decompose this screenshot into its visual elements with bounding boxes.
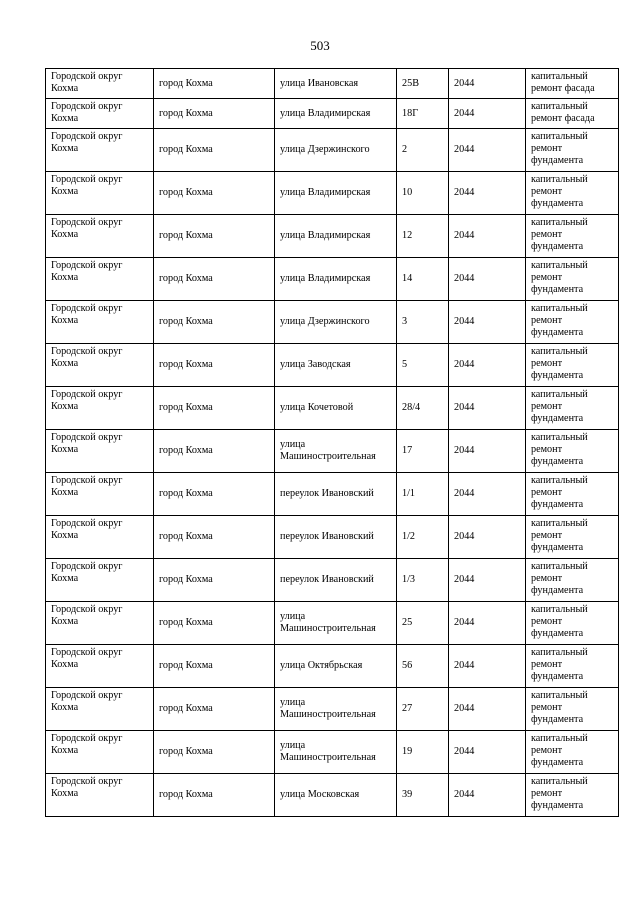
house-cell: 17 [397, 430, 449, 473]
page-number: 503 [310, 38, 330, 53]
house-cell: 10 [397, 172, 449, 215]
work-type-cell: капитальный ремонт фасада [526, 99, 619, 129]
table-row [46, 344, 619, 387]
street-cell: переулок Ивановский [275, 473, 397, 516]
city-cell: город Кохма [154, 774, 275, 817]
work-type-cell: капитальный ремонт фундамента [526, 774, 619, 817]
table-row [46, 69, 619, 99]
city-cell: город Кохма [154, 430, 275, 473]
house-cell: 1/1 [397, 473, 449, 516]
house-cell: 3 [397, 301, 449, 344]
city-cell: город Кохма [154, 602, 275, 645]
house-cell: 14 [397, 258, 449, 301]
work-type-cell: капитальный ремонт фундамента [526, 387, 619, 430]
work-type-cell: капитальный ремонт фундамента [526, 688, 619, 731]
house-cell: 18Г [397, 99, 449, 129]
table-row [46, 387, 619, 430]
street-cell: улица Машиностроительная [275, 688, 397, 731]
city-cell: город Кохма [154, 387, 275, 430]
work-type-cell: капитальный ремонт фундамента [526, 258, 619, 301]
district-cell: Городской округ Кохма [46, 473, 154, 516]
house-cell: 19 [397, 731, 449, 774]
house-cell: 27 [397, 688, 449, 731]
street-cell: улица Дзержинского [275, 301, 397, 344]
street-cell: улица Владимирская [275, 172, 397, 215]
district-cell: Городской округ Кохма [46, 645, 154, 688]
district-cell: Городской округ Кохма [46, 559, 154, 602]
table-row [46, 559, 619, 602]
house-cell: 56 [397, 645, 449, 688]
district-cell: Городской округ Кохма [46, 430, 154, 473]
street-cell: улица Владимирская [275, 99, 397, 129]
year-cell: 2044 [449, 430, 526, 473]
city-cell: город Кохма [154, 172, 275, 215]
house-cell: 25 [397, 602, 449, 645]
street-cell: улица Машиностроительная [275, 602, 397, 645]
district-cell: Городской округ Кохма [46, 69, 154, 99]
street-cell: улица Дзержинского [275, 129, 397, 172]
district-cell: Городской округ Кохма [46, 129, 154, 172]
city-cell: город Кохма [154, 559, 275, 602]
year-cell: 2044 [449, 215, 526, 258]
district-cell: Городской округ Кохма [46, 215, 154, 258]
work-type-cell: капитальный ремонт фундамента [526, 559, 619, 602]
work-type-cell: капитальный ремонт фундамента [526, 645, 619, 688]
house-cell: 1/3 [397, 559, 449, 602]
city-cell: город Кохма [154, 516, 275, 559]
year-cell: 2044 [449, 301, 526, 344]
district-cell: Городской округ Кохма [46, 172, 154, 215]
street-cell: улица Владимирская [275, 258, 397, 301]
year-cell: 2044 [449, 69, 526, 99]
city-cell: город Кохма [154, 688, 275, 731]
district-cell: Городской округ Кохма [46, 99, 154, 129]
year-cell: 2044 [449, 731, 526, 774]
table-row [46, 430, 619, 473]
house-cell: 28/4 [397, 387, 449, 430]
table-row [46, 688, 619, 731]
year-cell: 2044 [449, 516, 526, 559]
table-row [46, 99, 619, 129]
district-cell: Городской округ Кохма [46, 344, 154, 387]
address-table-body [46, 69, 619, 817]
city-cell: город Кохма [154, 129, 275, 172]
district-cell: Городской округ Кохма [46, 516, 154, 559]
work-type-cell: капитальный ремонт фундамента [526, 215, 619, 258]
house-cell: 25В [397, 69, 449, 99]
city-cell: город Кохма [154, 731, 275, 774]
district-cell: Городской округ Кохма [46, 387, 154, 430]
table-row [46, 602, 619, 645]
district-cell: Городской округ Кохма [46, 688, 154, 731]
city-cell: город Кохма [154, 258, 275, 301]
district-cell: Городской округ Кохма [46, 774, 154, 817]
street-cell: улица Владимирская [275, 215, 397, 258]
table-row [46, 215, 619, 258]
work-type-cell: капитальный ремонт фундамента [526, 602, 619, 645]
year-cell: 2044 [449, 99, 526, 129]
work-type-cell: капитальный ремонт фундамента [526, 731, 619, 774]
house-cell: 1/2 [397, 516, 449, 559]
city-cell: город Кохма [154, 344, 275, 387]
street-cell: улица Заводская [275, 344, 397, 387]
city-cell: город Кохма [154, 473, 275, 516]
city-cell: город Кохма [154, 69, 275, 99]
house-cell: 2 [397, 129, 449, 172]
year-cell: 2044 [449, 645, 526, 688]
house-cell: 5 [397, 344, 449, 387]
year-cell: 2044 [449, 258, 526, 301]
work-type-cell: капитальный ремонт фасада [526, 69, 619, 99]
district-cell: Городской округ Кохма [46, 602, 154, 645]
street-cell: улица Машиностроительная [275, 430, 397, 473]
year-cell: 2044 [449, 129, 526, 172]
work-type-cell: капитальный ремонт фундамента [526, 516, 619, 559]
year-cell: 2044 [449, 387, 526, 430]
work-type-cell: капитальный ремонт фундамента [526, 430, 619, 473]
street-cell: улица Ивановская [275, 69, 397, 99]
table-row [46, 645, 619, 688]
house-cell: 12 [397, 215, 449, 258]
table-row [46, 172, 619, 215]
work-type-cell: капитальный ремонт фундамента [526, 129, 619, 172]
street-cell: улица Московская [275, 774, 397, 817]
city-cell: город Кохма [154, 99, 275, 129]
district-cell: Городской округ Кохма [46, 301, 154, 344]
city-cell: город Кохма [154, 301, 275, 344]
table-row [46, 473, 619, 516]
year-cell: 2044 [449, 344, 526, 387]
table-row [46, 258, 619, 301]
year-cell: 2044 [449, 688, 526, 731]
table-row [46, 301, 619, 344]
year-cell: 2044 [449, 172, 526, 215]
work-type-cell: капитальный ремонт фундамента [526, 344, 619, 387]
street-cell: улица Октябрьская [275, 645, 397, 688]
city-cell: город Кохма [154, 215, 275, 258]
street-cell: переулок Ивановский [275, 559, 397, 602]
table-row [46, 774, 619, 817]
table-row [46, 129, 619, 172]
city-cell: город Кохма [154, 645, 275, 688]
year-cell: 2044 [449, 473, 526, 516]
year-cell: 2044 [449, 559, 526, 602]
table-row [46, 516, 619, 559]
district-cell: Городской округ Кохма [46, 258, 154, 301]
address-table [45, 68, 619, 817]
street-cell: улица Машиностроительная [275, 731, 397, 774]
work-type-cell: капитальный ремонт фундамента [526, 301, 619, 344]
table-row [46, 731, 619, 774]
year-cell: 2044 [449, 774, 526, 817]
house-cell: 39 [397, 774, 449, 817]
street-cell: переулок Ивановский [275, 516, 397, 559]
district-cell: Городской округ Кохма [46, 731, 154, 774]
work-type-cell: капитальный ремонт фундамента [526, 473, 619, 516]
year-cell: 2044 [449, 602, 526, 645]
street-cell: улица Кочетовой [275, 387, 397, 430]
work-type-cell: капитальный ремонт фундамента [526, 172, 619, 215]
